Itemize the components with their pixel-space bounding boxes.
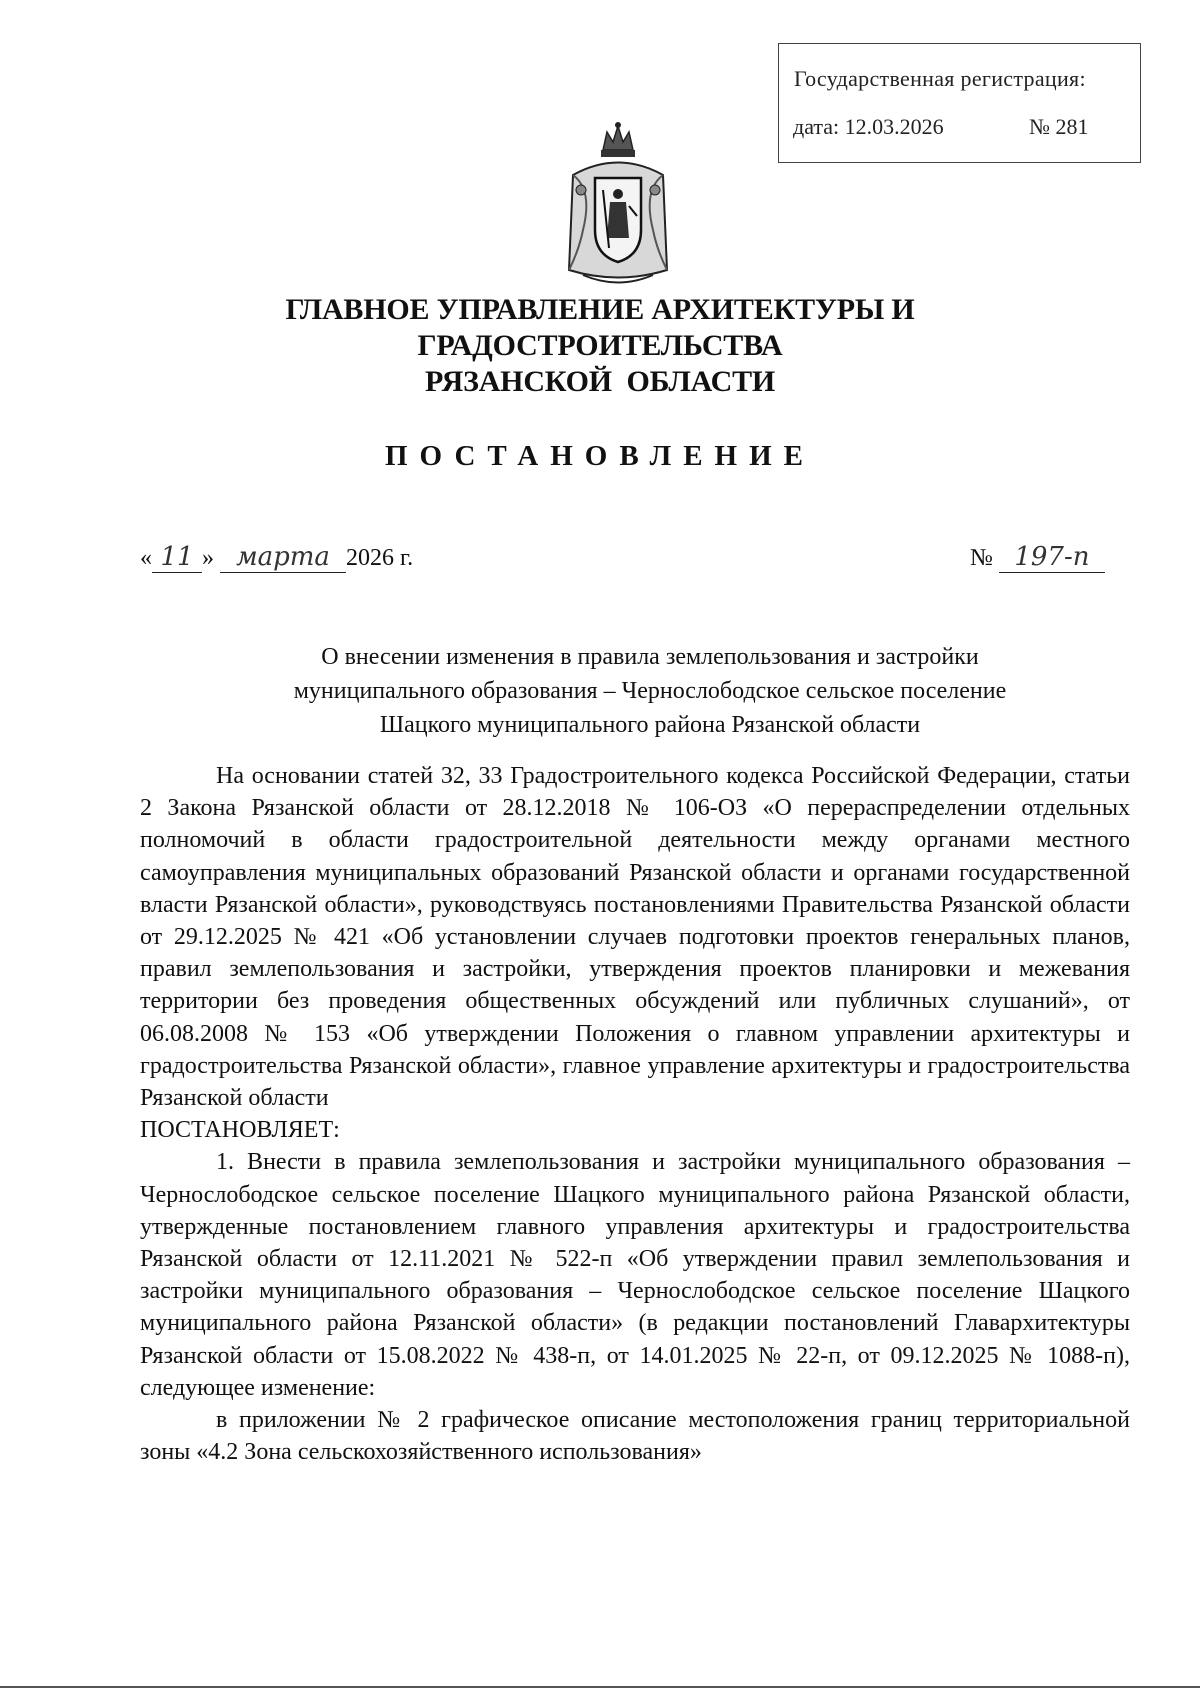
organization-title-line1: ГЛАВНОЕ УПРАВЛЕНИЕ АРХИТЕКТУРЫ И ГРАДОСТРОИТЕЛЬСТВА <box>285 293 915 362</box>
organization-title-line2: РЯЗАНСКОЙ ОБЛАСТИ <box>424 365 776 398</box>
document-date <box>140 542 413 573</box>
registration-date: дата: 12.03.2026 <box>793 114 944 139</box>
item-1-change-paragraph: в приложении № 2 графическое описание местоположения границ территориальной зоны «4.2 Зона сельскохозяйственного использования» <box>140 1407 1130 1466</box>
document-body <box>140 760 1130 1468</box>
date-year: 2026 г. <box>346 545 414 571</box>
subject-line3: Шацкого муниципального района Рязанской области <box>379 712 921 738</box>
document-type: ПОСТАНОВЛЕНИЕ <box>384 440 815 472</box>
date-month: марта <box>220 542 346 573</box>
subject-line1: О внесении изменения в правила землепользования и застройки <box>321 644 979 670</box>
document-number <box>970 542 1105 573</box>
preamble-paragraph: На основании статей 32, 33 Градостроительного кодекса Российской Федерации, статьи 2 Закона Рязанской области от 28.12.2018 № 106-ОЗ «О перераспределении отдельных полномочий в области градостроительной деятельности между органами местного самоуправления муниципальных образований Рязанской области и органами государственной власти Рязанской области», руководствуясь постановлениями Правительства Рязанской области от 29.12.2025 № 421 «Об установлении случаев подготовки проектов генеральных планов, правил землепользования и застройки, утверждения проектов планировки и межевания территории без проведения общественных обсуждений или публичных слушаний», от 06.08.2008 № 153 «Об утверждении Положения о главном управлении архитектуры и градостроительства Рязанской области», главное управление архитектуры и градостроительства Рязанской области <box>140 763 1130 1112</box>
date-open-quote: « <box>140 545 152 571</box>
number-value: 197-п <box>999 542 1105 573</box>
page-bottom-rule <box>0 1686 1200 1688</box>
organization-title <box>100 292 1100 400</box>
registration-title: Государственная регистрация: <box>794 66 1086 91</box>
ryazan-coat-of-arms-icon <box>563 120 673 290</box>
date-day: 11 <box>152 542 202 573</box>
registration-number: № 281 <box>1029 114 1089 139</box>
subject-line2: муниципального образования – Чернослободское сельское поселение <box>293 678 1007 704</box>
date-close-quote: » <box>202 545 214 571</box>
registration-stamp <box>778 43 1141 163</box>
document-subject <box>100 640 1200 742</box>
number-prefix: № <box>970 545 993 571</box>
decree-word: ПОСТАНОВЛЯЕТ: <box>140 1117 340 1144</box>
item-1-paragraph: 1. Внести в правила землепользования и застройки муниципального образования – Чернослободское сельское поселение Шацкого муниципального района Рязанской области, утвержденные постановлением главного управления архитектуры и градостроительства Рязанской области от 12.11.2021 № 522-п «Об утверждении правил землепользования и застройки муниципального образования – Чернослободское сельское поселение Шацкого муниципального района Рязанской области» (в редакции постановлений Главархитектуры Рязанской области от 15.08.2022 № 438-п, от 14.01.2025 № 22-п, от 09.12.2025 № 1088-п), следующее изменение: <box>140 1149 1130 1401</box>
